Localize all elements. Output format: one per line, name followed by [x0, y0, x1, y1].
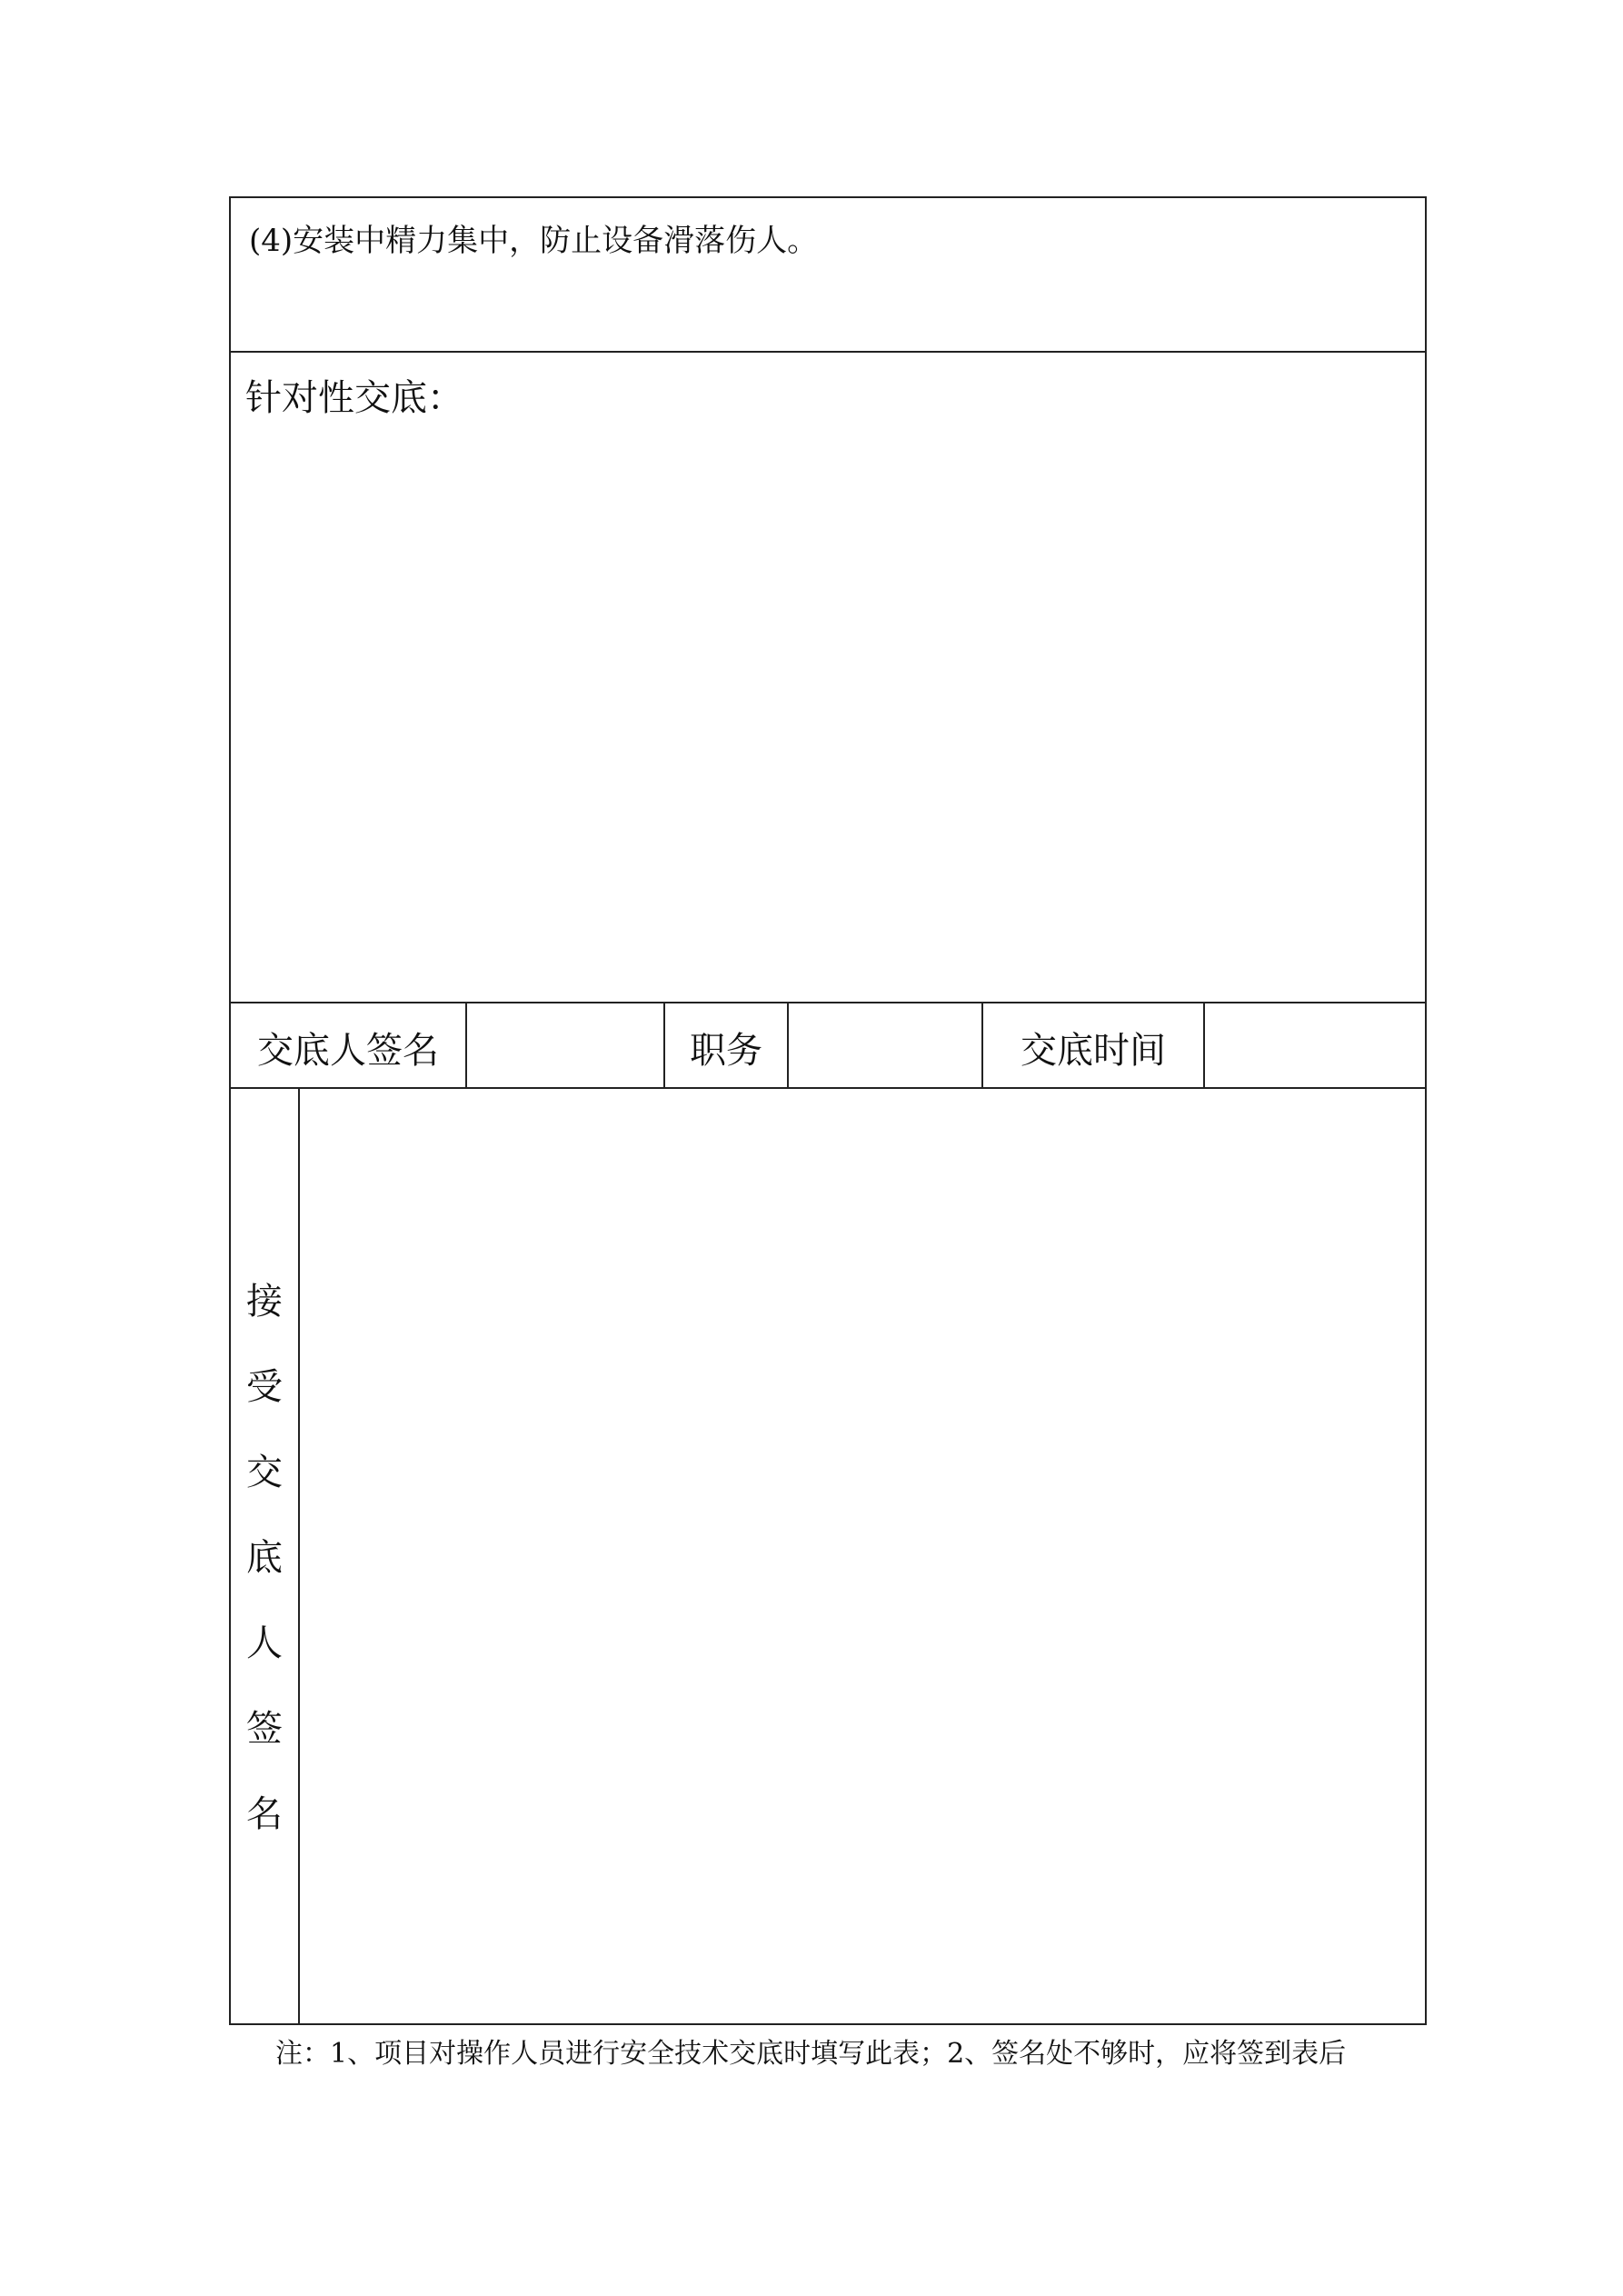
- presenter-signature-label: 交底人签名: [257, 1030, 439, 1072]
- receiver-label-char: 接: [246, 1281, 283, 1323]
- receiver-signature-label: [231, 1283, 298, 2027]
- briefing-time-label: 交底时间: [1021, 1030, 1166, 1072]
- position-field[interactable]: [789, 1003, 981, 1087]
- safety-briefing-form-table: [229, 196, 1427, 2025]
- receiver-label-char: 名: [246, 1793, 283, 1835]
- row-divider-1: [231, 351, 1425, 353]
- presenter-signature-field[interactable]: [467, 1003, 663, 1087]
- briefing-item-4: (4)安装中精力集中，防止设备滑落伤人。: [249, 223, 819, 259]
- position-label: 职务: [690, 1030, 762, 1072]
- receiver-label-char: 交: [246, 1452, 283, 1493]
- receiver-label-char: 底: [246, 1537, 283, 1579]
- receiver-label-char: 人: [246, 1622, 283, 1664]
- receiver-signatures-area[interactable]: [300, 1089, 1425, 2023]
- targeted-briefing-label: 针对性交底：: [245, 377, 463, 419]
- briefing-time-field[interactable]: [1205, 1003, 1425, 1087]
- footer-note: 注：1、项目对操作人员进行安全技术交底时填写此表；2、签名处不够时，应将签到表后: [275, 2038, 1347, 2070]
- receiver-label-char: 签: [246, 1708, 283, 1750]
- targeted-briefing-content-area[interactable]: [231, 434, 1425, 998]
- receiver-label-char: 受: [246, 1366, 283, 1408]
